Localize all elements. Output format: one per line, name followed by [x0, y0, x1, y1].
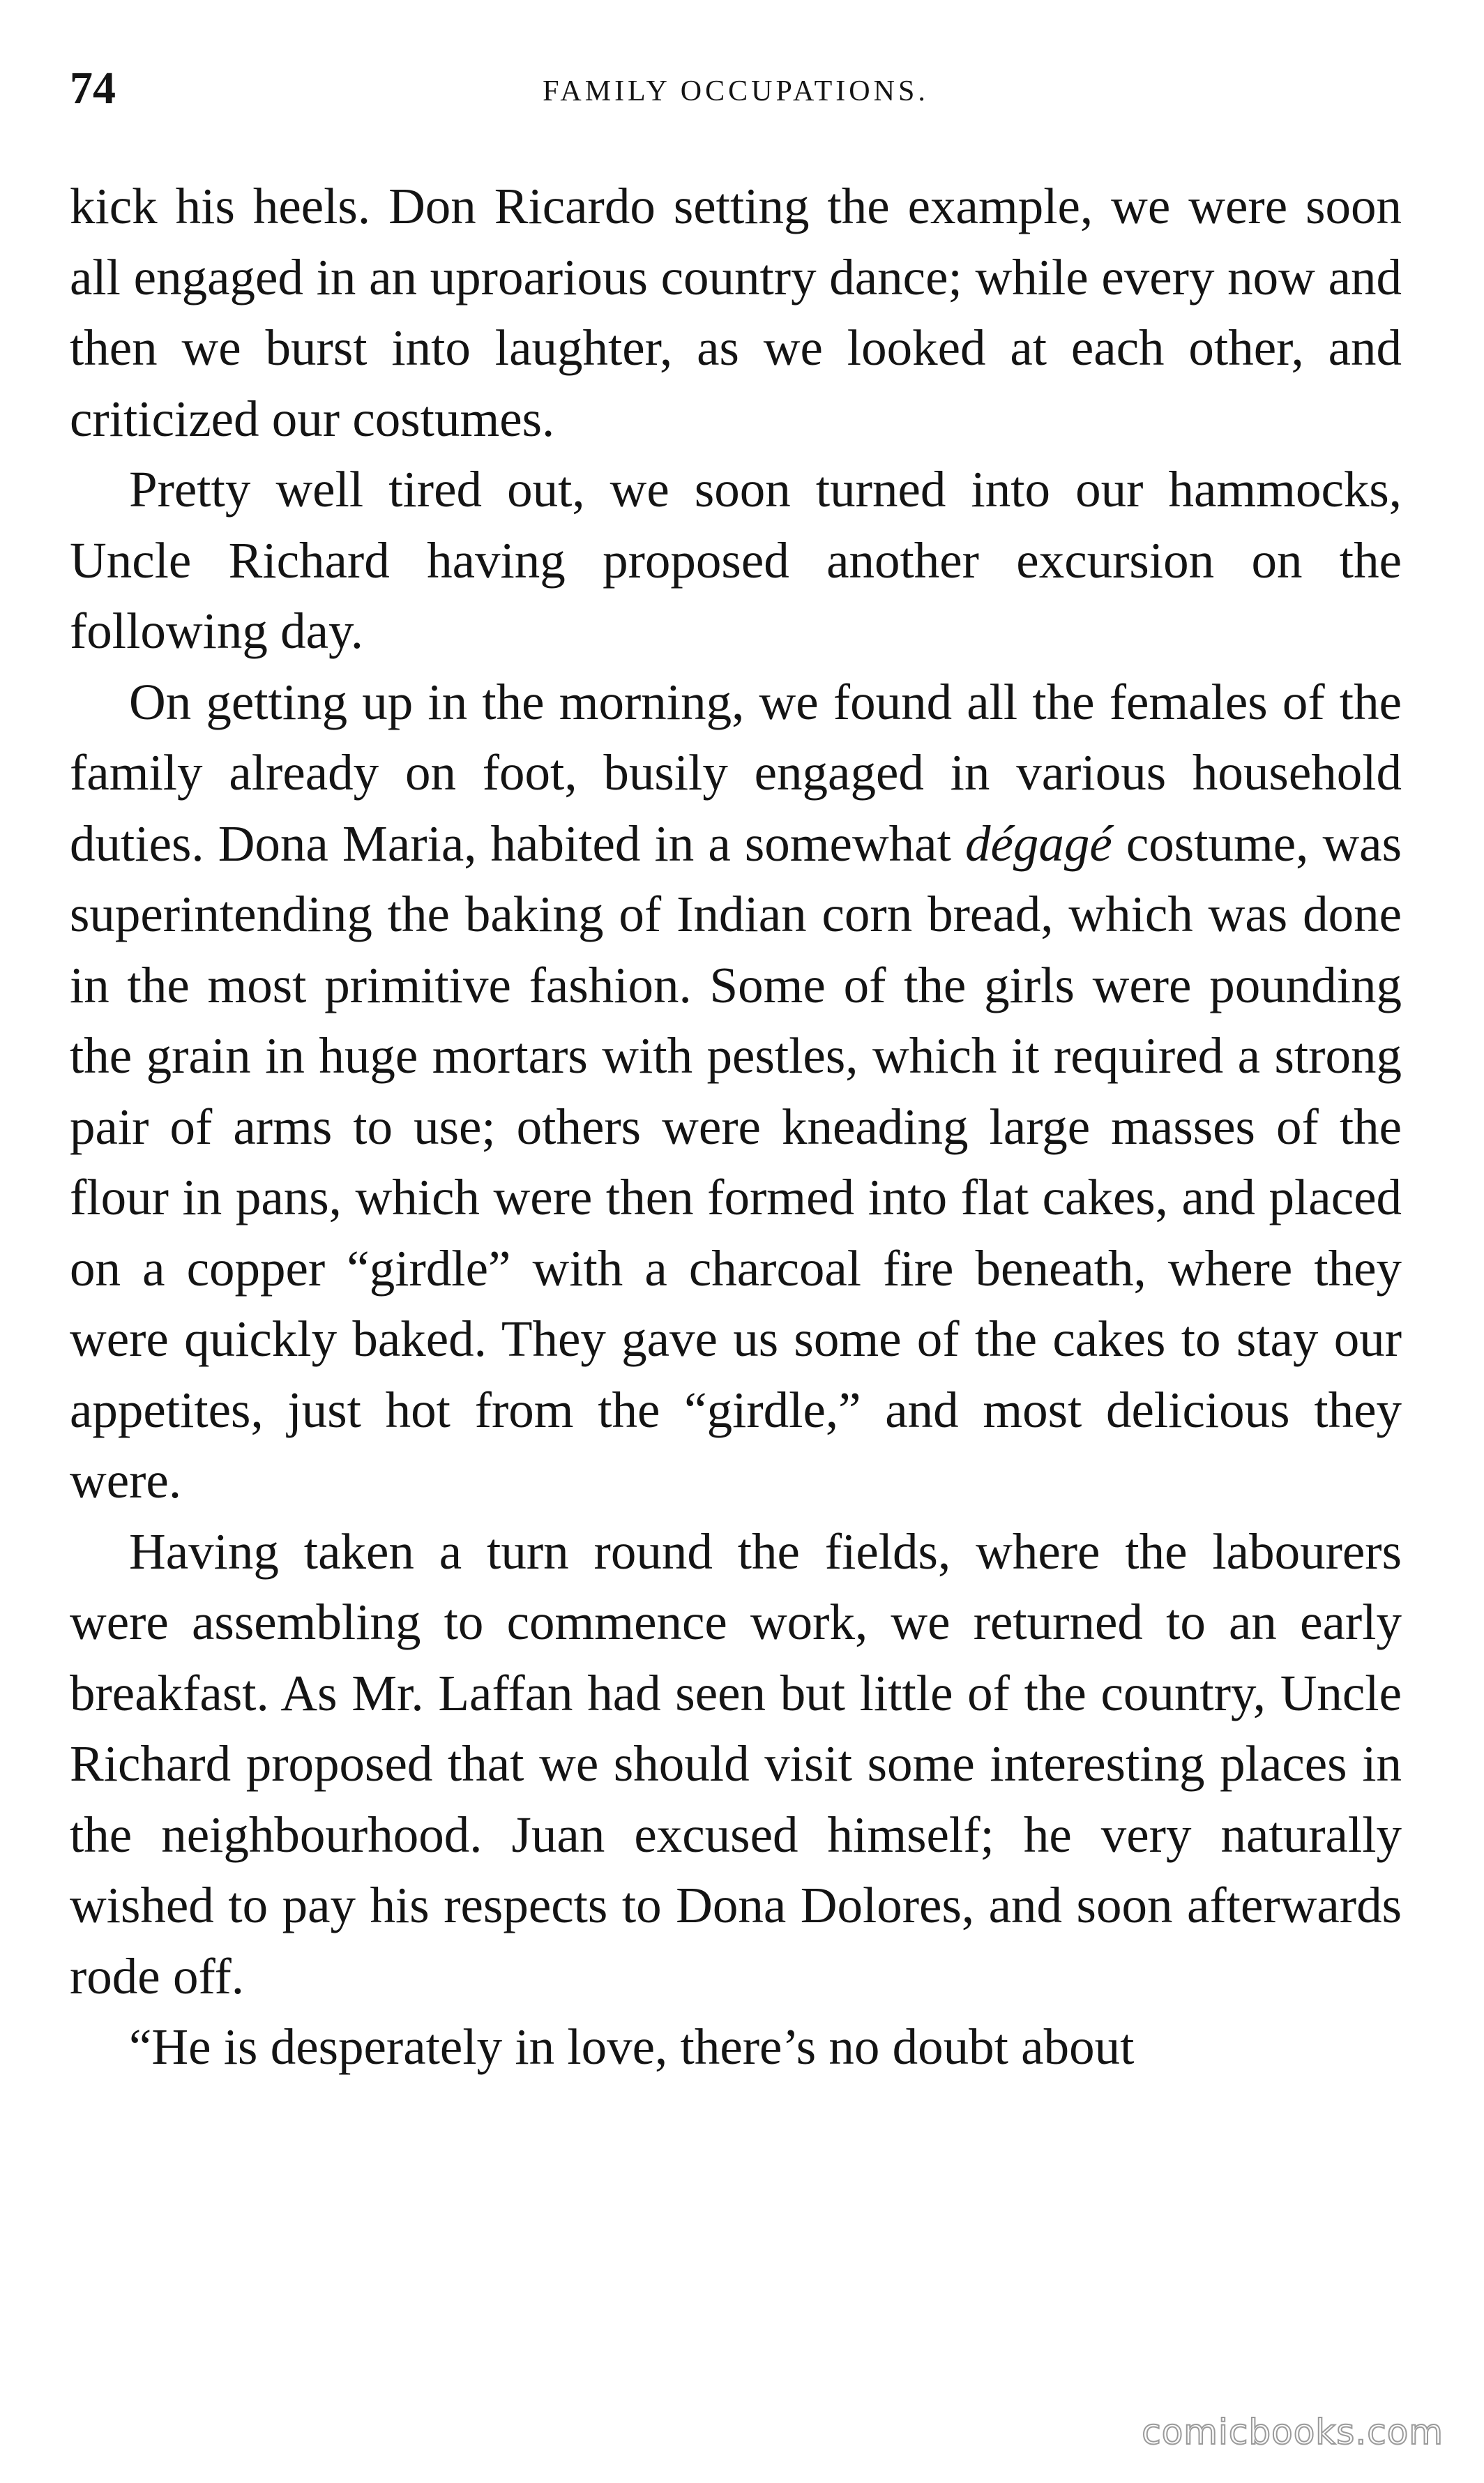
paragraph-3-part-2: costume, was superintending the baking of Indian corn bread, which was done in the most primitive fashion. Some of the girls were pounding the grain in huge mortars with pestles, which it required a strong pair of arms to use; others were kneading large masses of the flour in pans, which were then formed into flat cakes, and placed on a copper “girdle” with a charcoal fire beneath, where they were quickly baked. They gave us some of the cakes to stay our appetites, just hot from the “girdle,” and most delicious they were. — [70, 815, 1402, 1509]
paragraph-4: Having taken a turn round the fields, where the labourers were assembling to commence work, we returned to an early breakfast. As Mr. Laffan had seen but little of the country, Uncle Richard proposed that we should visit some interesting places in the neighbourhood. Juan excused himself; he very naturally wished to pay his respects to Dona Dolores, and soon afterwards rode off. — [70, 1523, 1402, 2005]
body-text — [70, 171, 1402, 2083]
paragraph-3-part-1: On getting up in the morning, we found all the females of the family already on foot, busily engaged in various household duties. Dona Maria, habited in a somewhat — [70, 673, 1402, 872]
running-head: FAMILY OCCUPATIONS. — [543, 75, 929, 107]
page-header — [70, 57, 1402, 120]
page-number: 74 — [70, 63, 116, 114]
paragraph-1: kick his heels. Don Ricardo setting the example, we were soon all engaged in an uproarious country dance; while every now and then we burst into laughter, as we looked at each other, and criticized our costumes. — [70, 178, 1402, 447]
paragraph-5: “He is desperately in love, there’s no doubt about — [129, 2018, 1135, 2075]
paragraph-2: Pretty well tired out, we soon turned into our hammocks, Uncle Richard having proposed another excursion on the following day. — [70, 461, 1402, 659]
watermark: comicbooks.com — [1142, 2412, 1444, 2452]
paragraph-3 — [70, 667, 1402, 1516]
italic-word: dégagé — [964, 815, 1112, 872]
